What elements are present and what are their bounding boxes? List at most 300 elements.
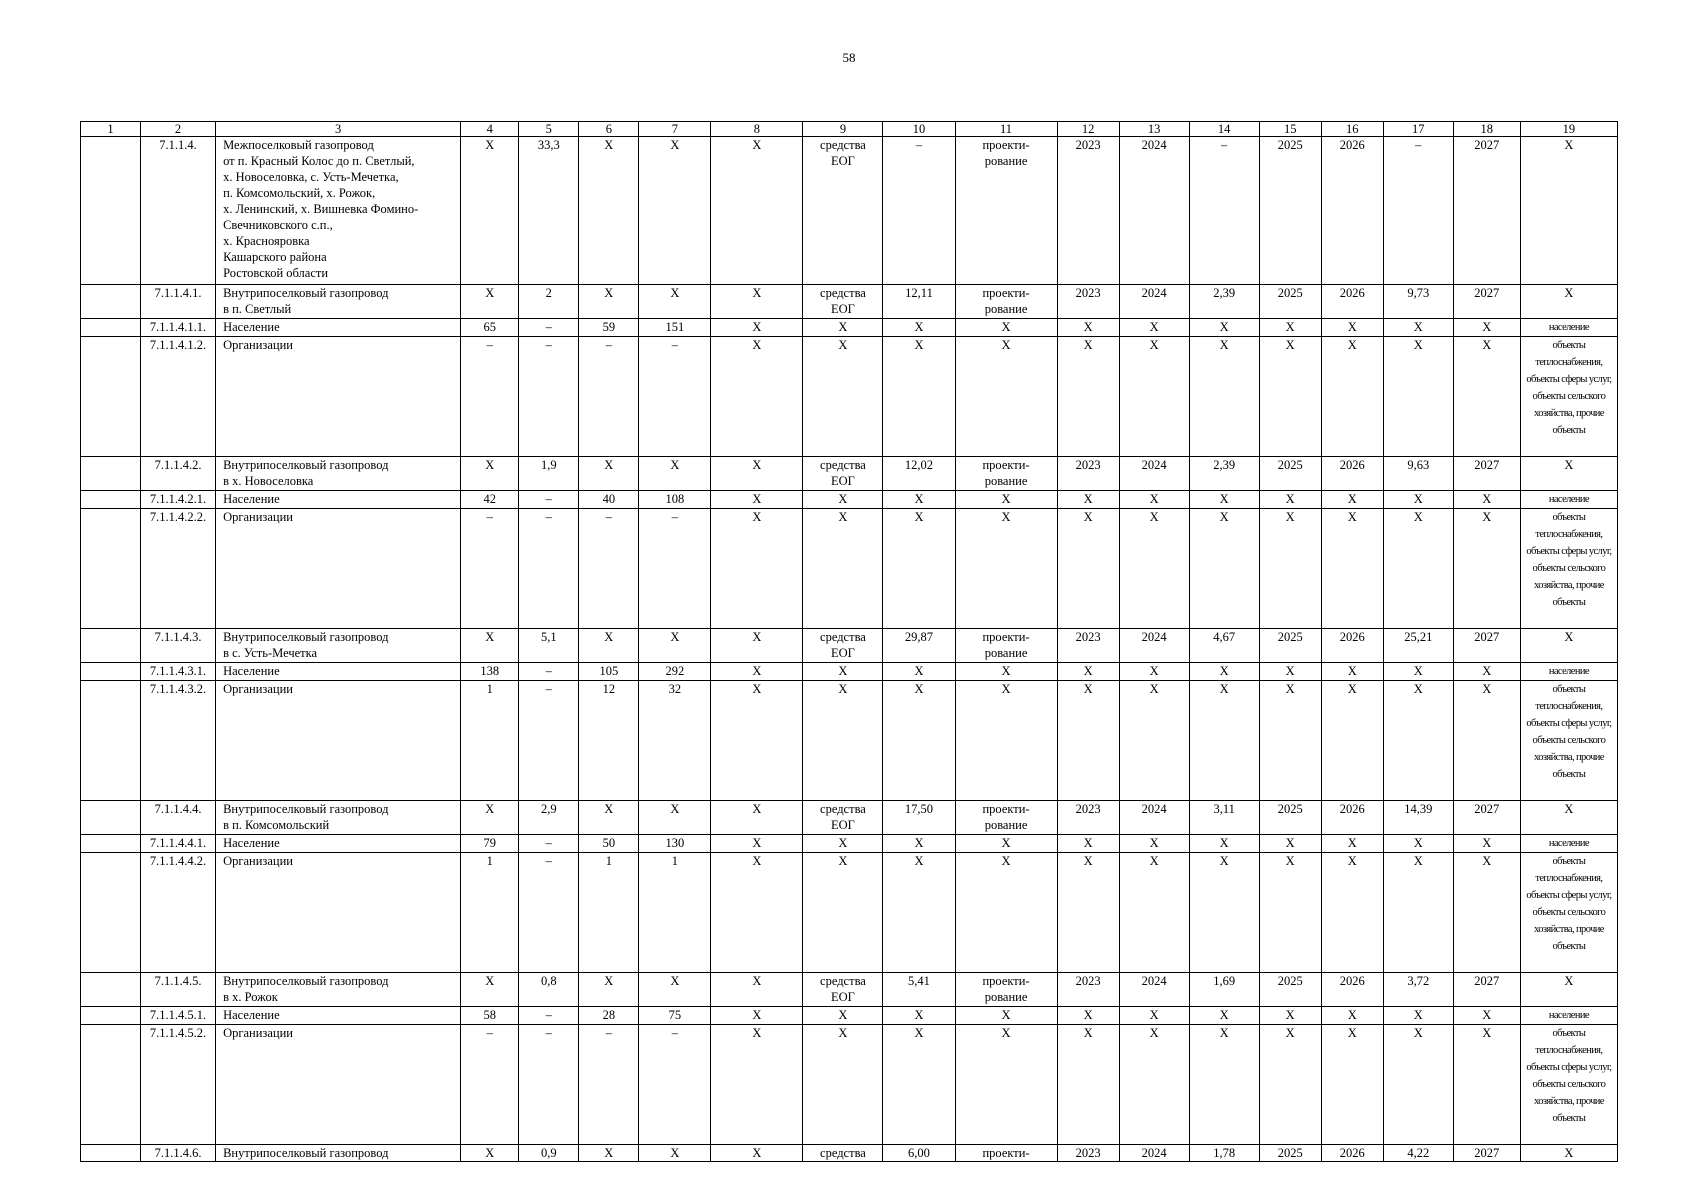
table-cell-col-5: 1,9 bbox=[519, 457, 579, 491]
table-cell-col-4: Х bbox=[461, 457, 519, 491]
table-cell-col-14: – bbox=[1189, 137, 1259, 285]
table-cell-col-18: Х bbox=[1453, 509, 1520, 629]
column-number-18: 18 bbox=[1453, 122, 1520, 137]
table-cell-col-4: 79 bbox=[461, 835, 519, 853]
table-cell-col-7: – bbox=[639, 1025, 711, 1145]
table-cell-col-17: 4,22 bbox=[1383, 1145, 1453, 1162]
table-cell-col-14: 2,39 bbox=[1189, 285, 1259, 319]
table-cell-col-16: 2026 bbox=[1321, 1145, 1383, 1162]
table-cell-col-9: Х bbox=[803, 337, 883, 457]
table-cell-col-13: 2024 bbox=[1119, 457, 1189, 491]
table-cell-col-15: 2025 bbox=[1259, 457, 1321, 491]
table-cell-col-15: Х bbox=[1259, 835, 1321, 853]
table-cell-col-5: 2 bbox=[519, 285, 579, 319]
object-name-cell: Население bbox=[216, 319, 461, 337]
consumer-type-cell: объекты теплоснабжения, объекты сферы услуг, объекты сельского хозяйства, прочие объекты bbox=[1520, 681, 1617, 801]
table-cell-col-17: Х bbox=[1383, 681, 1453, 801]
table-cell-col-5: 0,9 bbox=[519, 1145, 579, 1162]
table-cell-col-12: 2023 bbox=[1057, 457, 1119, 491]
table-cell-col-8: Х bbox=[711, 1025, 803, 1145]
table-cell-col-5: – bbox=[519, 681, 579, 801]
column-number-19: 19 bbox=[1520, 122, 1617, 137]
table-cell-col-18: Х bbox=[1453, 337, 1520, 457]
table-cell-col-16: Х bbox=[1321, 663, 1383, 681]
table-cell-col-17: Х bbox=[1383, 853, 1453, 973]
table-cell-col-10: Х bbox=[883, 509, 955, 629]
table-cell-col-16: 2026 bbox=[1321, 801, 1383, 835]
table-cell-col-17: 9,73 bbox=[1383, 285, 1453, 319]
table-cell-col-8: Х bbox=[711, 1145, 803, 1162]
table-cell-col-18: 2027 bbox=[1453, 973, 1520, 1007]
table-cell-col-8: Х bbox=[711, 663, 803, 681]
table-cell-col-7: Х bbox=[639, 801, 711, 835]
object-name-cell: Население bbox=[216, 663, 461, 681]
table-cell-col-18: Х bbox=[1453, 835, 1520, 853]
table-cell-col-4: – bbox=[461, 337, 519, 457]
table-cell-col-15: Х bbox=[1259, 853, 1321, 973]
table-cell-col-12: 2023 bbox=[1057, 285, 1119, 319]
consumer-type-cell: объекты теплоснабжения, объекты сферы услуг, объекты сельского хозяйства, прочие объекты bbox=[1520, 1025, 1617, 1145]
consumer-type-cell: население bbox=[1520, 835, 1617, 853]
table-row-org bbox=[81, 853, 1618, 973]
row-number-cell: 7.1.1.4. bbox=[141, 137, 216, 285]
table-cell-col-11: проекти- рование bbox=[955, 137, 1057, 285]
object-name-cell: Население bbox=[216, 835, 461, 853]
table-cell-col-14: 1,78 bbox=[1189, 1145, 1259, 1162]
table-cell-col-10: 5,41 bbox=[883, 973, 955, 1007]
table-cell-col-18: 2027 bbox=[1453, 285, 1520, 319]
table-cell-col-13: 2024 bbox=[1119, 629, 1189, 663]
table-cell-col-14: 2,39 bbox=[1189, 457, 1259, 491]
table-cell-col-18: 2027 bbox=[1453, 801, 1520, 835]
table-cell-col-14: Х bbox=[1189, 337, 1259, 457]
consumer-type-cell: население bbox=[1520, 663, 1617, 681]
table-cell-blank bbox=[81, 137, 141, 285]
table-cell-blank bbox=[81, 853, 141, 973]
table-cell-col-12: 2023 bbox=[1057, 629, 1119, 663]
table-cell-col-11: Х bbox=[955, 491, 1057, 509]
table-row-org bbox=[81, 1025, 1618, 1145]
table-cell-col-12: Х bbox=[1057, 337, 1119, 457]
table-cell-blank bbox=[81, 509, 141, 629]
table-cell-col-13: Х bbox=[1119, 681, 1189, 801]
table-cell-col-16: Х bbox=[1321, 835, 1383, 853]
table-cell-col-9: средства ЕОГ bbox=[803, 137, 883, 285]
table-cell-col-9: средства bbox=[803, 1145, 883, 1162]
table-cell-col-4: 1 bbox=[461, 853, 519, 973]
table-cell-col-4: – bbox=[461, 1025, 519, 1145]
table-cell-col-17: Х bbox=[1383, 663, 1453, 681]
table-cell-col-12: 2023 bbox=[1057, 1145, 1119, 1162]
column-number-13: 13 bbox=[1119, 122, 1189, 137]
table-cell-col-5: 2,9 bbox=[519, 801, 579, 835]
table-cell-col-15: 2025 bbox=[1259, 801, 1321, 835]
row-number-cell: 7.1.1.4.2. bbox=[141, 457, 216, 491]
table-cell-col-15: 2025 bbox=[1259, 285, 1321, 319]
column-number-17: 17 bbox=[1383, 122, 1453, 137]
table-cell-col-9: средства ЕОГ bbox=[803, 629, 883, 663]
table-cell-col-15: Х bbox=[1259, 1007, 1321, 1025]
table-cell-col-17: Х bbox=[1383, 835, 1453, 853]
table-cell-col-11: Х bbox=[955, 1007, 1057, 1025]
table-row-org bbox=[81, 509, 1618, 629]
table-cell-col-5: 33,3 bbox=[519, 137, 579, 285]
table-cell-col-16: Х bbox=[1321, 681, 1383, 801]
column-number-5: 5 bbox=[519, 122, 579, 137]
table-cell-col-11: проекти- рование bbox=[955, 457, 1057, 491]
table-cell-col-17: Х bbox=[1383, 337, 1453, 457]
object-name-cell: Население bbox=[216, 1007, 461, 1025]
table-cell-col-13: 2024 bbox=[1119, 137, 1189, 285]
table-cell-col-7: 75 bbox=[639, 1007, 711, 1025]
table-cell-col-14: Х bbox=[1189, 835, 1259, 853]
object-name-cell: Организации bbox=[216, 337, 461, 457]
table-cell-col-12: Х bbox=[1057, 681, 1119, 801]
table-cell-col-16: 2026 bbox=[1321, 285, 1383, 319]
table-cell-col-9: Х bbox=[803, 853, 883, 973]
table-cell-col-13: Х bbox=[1119, 509, 1189, 629]
column-number-12: 12 bbox=[1057, 122, 1119, 137]
table-row-sub bbox=[81, 285, 1618, 319]
row-number-cell: 7.1.1.4.1.2. bbox=[141, 337, 216, 457]
table-cell-col-8: Х bbox=[711, 681, 803, 801]
table-row-sub bbox=[81, 973, 1618, 1007]
table-cell-col-18: Х bbox=[1453, 319, 1520, 337]
table-cell-col-16: Х bbox=[1321, 853, 1383, 973]
consumer-type-cell: Х bbox=[1520, 629, 1617, 663]
table-cell-col-9: Х bbox=[803, 835, 883, 853]
table-cell-col-8: Х bbox=[711, 137, 803, 285]
object-name-cell: Внутрипоселковый газопровод bbox=[216, 1145, 461, 1162]
table-cell-col-10: 17,50 bbox=[883, 801, 955, 835]
table-cell-col-18: Х bbox=[1453, 853, 1520, 973]
table-cell-col-4: Х bbox=[461, 801, 519, 835]
column-number-3: 3 bbox=[216, 122, 461, 137]
row-number-cell: 7.1.1.4.4. bbox=[141, 801, 216, 835]
table-cell-col-6: – bbox=[579, 337, 639, 457]
table-cell-col-8: Х bbox=[711, 285, 803, 319]
table-cell-col-9: средства ЕОГ bbox=[803, 973, 883, 1007]
table-cell-col-9: Х bbox=[803, 1025, 883, 1145]
table-cell-col-4: Х bbox=[461, 973, 519, 1007]
table-cell-col-7: Х bbox=[639, 285, 711, 319]
column-number-10: 10 bbox=[883, 122, 955, 137]
consumer-type-cell: население bbox=[1520, 319, 1617, 337]
table-row-main bbox=[81, 137, 1618, 285]
column-number-2: 2 bbox=[141, 122, 216, 137]
table-cell-col-7: 108 bbox=[639, 491, 711, 509]
table-cell-col-12: Х bbox=[1057, 1025, 1119, 1145]
row-number-cell: 7.1.1.4.3.2. bbox=[141, 681, 216, 801]
object-name-cell: Организации bbox=[216, 1025, 461, 1145]
table-cell-col-15: 2025 bbox=[1259, 973, 1321, 1007]
table-cell-col-6: 105 bbox=[579, 663, 639, 681]
table-cell-col-10: – bbox=[883, 137, 955, 285]
table-cell-blank bbox=[81, 337, 141, 457]
object-name-cell: Организации bbox=[216, 509, 461, 629]
table-cell-col-8: Х bbox=[711, 509, 803, 629]
table-cell-col-5: – bbox=[519, 319, 579, 337]
table-cell-col-18: Х bbox=[1453, 491, 1520, 509]
table-cell-col-12: Х bbox=[1057, 853, 1119, 973]
table-cell-col-17: Х bbox=[1383, 509, 1453, 629]
table-cell-col-11: Х bbox=[955, 509, 1057, 629]
table-cell-col-11: проекти- рование bbox=[955, 285, 1057, 319]
table-cell-col-10: Х bbox=[883, 835, 955, 853]
row-number-cell: 7.1.1.4.5.1. bbox=[141, 1007, 216, 1025]
column-number-14: 14 bbox=[1189, 122, 1259, 137]
table-cell-col-5: – bbox=[519, 1025, 579, 1145]
table-cell-col-17: Х bbox=[1383, 1007, 1453, 1025]
table-cell-col-13: Х bbox=[1119, 1007, 1189, 1025]
consumer-type-cell: Х bbox=[1520, 457, 1617, 491]
table-cell-col-7: 151 bbox=[639, 319, 711, 337]
table-cell-col-10: Х bbox=[883, 319, 955, 337]
column-number-15: 15 bbox=[1259, 122, 1321, 137]
table-cell-col-6: Х bbox=[579, 137, 639, 285]
table-cell-col-15: Х bbox=[1259, 491, 1321, 509]
table-cell-col-10: 6,00 bbox=[883, 1145, 955, 1162]
table-cell-col-9: средства ЕОГ bbox=[803, 285, 883, 319]
table-cell-col-8: Х bbox=[711, 973, 803, 1007]
table-cell-col-17: 9,63 bbox=[1383, 457, 1453, 491]
table-cell-col-13: Х bbox=[1119, 337, 1189, 457]
object-name-cell: Организации bbox=[216, 681, 461, 801]
table-cell-blank bbox=[81, 1007, 141, 1025]
table-cell-col-14: Х bbox=[1189, 1025, 1259, 1145]
table-cell-col-6: Х bbox=[579, 457, 639, 491]
table-cell-col-13: Х bbox=[1119, 835, 1189, 853]
table-cell-col-4: 65 bbox=[461, 319, 519, 337]
table-cell-col-11: Х bbox=[955, 1025, 1057, 1145]
object-name-cell: Внутрипоселковый газопровод в п. Светлый bbox=[216, 285, 461, 319]
table-cell-blank bbox=[81, 973, 141, 1007]
row-number-cell: 7.1.1.4.3. bbox=[141, 629, 216, 663]
table-cell-col-11: Х bbox=[955, 663, 1057, 681]
table-cell-blank bbox=[81, 457, 141, 491]
row-number-cell: 7.1.1.4.3.1. bbox=[141, 663, 216, 681]
table-cell-col-7: Х bbox=[639, 629, 711, 663]
row-number-cell: 7.1.1.4.5.2. bbox=[141, 1025, 216, 1145]
object-name-cell: Организации bbox=[216, 853, 461, 973]
object-name-cell: Внутрипоселковый газопровод в х. Рожок bbox=[216, 973, 461, 1007]
table-cell-col-4: Х bbox=[461, 629, 519, 663]
table-cell-col-5: 5,1 bbox=[519, 629, 579, 663]
table-cell-col-5: – bbox=[519, 663, 579, 681]
table-cell-blank bbox=[81, 285, 141, 319]
table-cell-blank bbox=[81, 801, 141, 835]
table-cell-col-5: 0,8 bbox=[519, 973, 579, 1007]
table-cell-col-16: 2026 bbox=[1321, 973, 1383, 1007]
table-cell-col-5: – bbox=[519, 1007, 579, 1025]
table-cell-col-13: 2024 bbox=[1119, 1145, 1189, 1162]
table-cell-col-13: 2024 bbox=[1119, 973, 1189, 1007]
table-cell-col-11: Х bbox=[955, 853, 1057, 973]
object-name-cell: Население bbox=[216, 491, 461, 509]
table-cell-col-8: Х bbox=[711, 491, 803, 509]
consumer-type-cell: Х bbox=[1520, 137, 1617, 285]
table-cell-col-12: Х bbox=[1057, 319, 1119, 337]
table-cell-col-8: Х bbox=[711, 337, 803, 457]
row-number-cell: 7.1.1.4.1.1. bbox=[141, 319, 216, 337]
table-cell-col-4: 1 bbox=[461, 681, 519, 801]
row-number-cell: 7.1.1.4.2.1. bbox=[141, 491, 216, 509]
table-cell-col-17: Х bbox=[1383, 1025, 1453, 1145]
object-name-cell: Внутрипоселковый газопровод в с. Усть-Мечетка bbox=[216, 629, 461, 663]
consumer-type-cell: объекты теплоснабжения, объекты сферы услуг, объекты сельского хозяйства, прочие объекты bbox=[1520, 337, 1617, 457]
table-cell-col-16: Х bbox=[1321, 1007, 1383, 1025]
table-cell-col-8: Х bbox=[711, 801, 803, 835]
table-cell-col-6: 28 bbox=[579, 1007, 639, 1025]
table-cell-blank bbox=[81, 491, 141, 509]
table-cell-col-7: 130 bbox=[639, 835, 711, 853]
table-cell-col-8: Х bbox=[711, 835, 803, 853]
table-cell-col-15: Х bbox=[1259, 337, 1321, 457]
table-cell-col-18: 2027 bbox=[1453, 137, 1520, 285]
table-cell-col-8: Х bbox=[711, 1007, 803, 1025]
table-cell-col-9: средства ЕОГ bbox=[803, 457, 883, 491]
table-cell-col-17: 3,72 bbox=[1383, 973, 1453, 1007]
table-row-org bbox=[81, 681, 1618, 801]
table-cell-col-10: Х bbox=[883, 1007, 955, 1025]
table-cell-col-11: проекти- bbox=[955, 1145, 1057, 1162]
table-cell-col-15: 2025 bbox=[1259, 137, 1321, 285]
table-cell-col-10: Х bbox=[883, 663, 955, 681]
table-cell-col-15: 2025 bbox=[1259, 1145, 1321, 1162]
table-cell-col-13: Х bbox=[1119, 1025, 1189, 1145]
table-cell-col-18: Х bbox=[1453, 1007, 1520, 1025]
column-number-row bbox=[81, 122, 1618, 137]
table-cell-col-14: 1,69 bbox=[1189, 973, 1259, 1007]
table-cell-col-6: Х bbox=[579, 1145, 639, 1162]
table-cell-col-15: Х bbox=[1259, 509, 1321, 629]
table-cell-col-11: проекти- рование bbox=[955, 973, 1057, 1007]
table-cell-col-16: 2026 bbox=[1321, 457, 1383, 491]
table-cell-col-4: Х bbox=[461, 137, 519, 285]
column-number-11: 11 bbox=[955, 122, 1057, 137]
table-cell-col-5: – bbox=[519, 853, 579, 973]
table-cell-col-16: Х bbox=[1321, 319, 1383, 337]
table-cell-col-16: Х bbox=[1321, 1025, 1383, 1145]
table-row-pop bbox=[81, 663, 1618, 681]
table-cell-col-5: – bbox=[519, 835, 579, 853]
row-number-cell: 7.1.1.4.4.2. bbox=[141, 853, 216, 973]
table-cell-col-5: – bbox=[519, 509, 579, 629]
table-cell-col-6: 1 bbox=[579, 853, 639, 973]
table-cell-col-14: 4,67 bbox=[1189, 629, 1259, 663]
table-cell-col-14: Х bbox=[1189, 663, 1259, 681]
table-cell-col-14: Х bbox=[1189, 681, 1259, 801]
table-cell-col-18: Х bbox=[1453, 1025, 1520, 1145]
table-cell-col-18: Х bbox=[1453, 681, 1520, 801]
table-cell-col-13: Х bbox=[1119, 491, 1189, 509]
table-cell-col-4: – bbox=[461, 509, 519, 629]
table-cell-col-8: Х bbox=[711, 629, 803, 663]
table-cell-blank bbox=[81, 1145, 141, 1162]
table-cell-col-7: Х bbox=[639, 973, 711, 1007]
table-cell-col-7: Х bbox=[639, 137, 711, 285]
table-cell-col-10: 29,87 bbox=[883, 629, 955, 663]
table-cell-col-11: проекти- рование bbox=[955, 801, 1057, 835]
table-body bbox=[81, 137, 1618, 1162]
object-name-cell: Внутрипоселковый газопровод в х. Новоселовка bbox=[216, 457, 461, 491]
table-row-pop bbox=[81, 835, 1618, 853]
table-cell-col-10: Х bbox=[883, 1025, 955, 1145]
object-name-cell: Внутрипоселковый газопровод в п. Комсомольский bbox=[216, 801, 461, 835]
table-row-sub bbox=[81, 629, 1618, 663]
table-cell-col-17: 25,21 bbox=[1383, 629, 1453, 663]
table-cell-col-12: 2023 bbox=[1057, 973, 1119, 1007]
table-cell-col-11: Х bbox=[955, 337, 1057, 457]
table-cell-col-6: Х bbox=[579, 285, 639, 319]
table-cell-col-8: Х bbox=[711, 319, 803, 337]
row-number-cell: 7.1.1.4.4.1. bbox=[141, 835, 216, 853]
table-row-sub bbox=[81, 457, 1618, 491]
table-cell-col-9: Х bbox=[803, 681, 883, 801]
consumer-type-cell: объекты теплоснабжения, объекты сферы услуг, объекты сельского хозяйства, прочие объекты bbox=[1520, 853, 1617, 973]
table-cell-col-14: Х bbox=[1189, 1007, 1259, 1025]
table-cell-col-8: Х bbox=[711, 853, 803, 973]
table-cell-col-6: – bbox=[579, 509, 639, 629]
table-cell-col-6: 40 bbox=[579, 491, 639, 509]
table-cell-col-6: Х bbox=[579, 801, 639, 835]
table-cell-col-11: Х bbox=[955, 319, 1057, 337]
table-cell-blank bbox=[81, 835, 141, 853]
table-cell-blank bbox=[81, 629, 141, 663]
table-cell-col-13: Х bbox=[1119, 663, 1189, 681]
table-cell-col-16: Х bbox=[1321, 509, 1383, 629]
consumer-type-cell: Х bbox=[1520, 973, 1617, 1007]
table-cell-col-12: 2023 bbox=[1057, 801, 1119, 835]
table-cell-col-10: Х bbox=[883, 853, 955, 973]
table-cell-col-13: Х bbox=[1119, 853, 1189, 973]
table-cell-col-7: 292 bbox=[639, 663, 711, 681]
table-cell-col-6: Х bbox=[579, 973, 639, 1007]
table-cell-col-17: Х bbox=[1383, 319, 1453, 337]
row-number-cell: 7.1.1.4.5. bbox=[141, 973, 216, 1007]
table-cell-col-10: Х bbox=[883, 337, 955, 457]
table-cell-col-4: 42 bbox=[461, 491, 519, 509]
gas-pipeline-table bbox=[80, 121, 1618, 1162]
table-row-sub bbox=[81, 1145, 1618, 1162]
table-cell-col-16: 2026 bbox=[1321, 137, 1383, 285]
consumer-type-cell: население bbox=[1520, 1007, 1617, 1025]
table-cell-col-11: Х bbox=[955, 681, 1057, 801]
table-cell-col-6: 50 bbox=[579, 835, 639, 853]
table-cell-blank bbox=[81, 1025, 141, 1145]
table-cell-col-17: – bbox=[1383, 137, 1453, 285]
table-cell-col-15: Х bbox=[1259, 319, 1321, 337]
table-cell-col-14: Х bbox=[1189, 509, 1259, 629]
table-cell-col-14: Х bbox=[1189, 853, 1259, 973]
table-cell-col-11: Х bbox=[955, 835, 1057, 853]
table-cell-col-9: Х bbox=[803, 663, 883, 681]
table-cell-col-7: Х bbox=[639, 1145, 711, 1162]
object-name-cell: Межпоселковый газопровод от п. Красный Колос до п. Светлый, х. Новоселовка, с. Усть-Мечетка, п. Комсомольский, х. Рожок, х. Ленинский, х. Вишневка Фомино- Свечниковского с.п., х. Краснояровка Кашарского района Ростовской области bbox=[216, 137, 461, 285]
table-cell-col-6: Х bbox=[579, 629, 639, 663]
table-cell-col-7: – bbox=[639, 509, 711, 629]
row-number-cell: 7.1.1.4.6. bbox=[141, 1145, 216, 1162]
table-cell-col-18: 2027 bbox=[1453, 1145, 1520, 1162]
table-cell-col-10: 12,02 bbox=[883, 457, 955, 491]
table-cell-col-12: Х bbox=[1057, 1007, 1119, 1025]
table-cell-col-12: 2023 bbox=[1057, 137, 1119, 285]
table-cell-col-10: Х bbox=[883, 491, 955, 509]
consumer-type-cell: Х bbox=[1520, 1145, 1617, 1162]
column-number-8: 8 bbox=[711, 122, 803, 137]
column-number-7: 7 bbox=[639, 122, 711, 137]
table-cell-col-18: Х bbox=[1453, 663, 1520, 681]
